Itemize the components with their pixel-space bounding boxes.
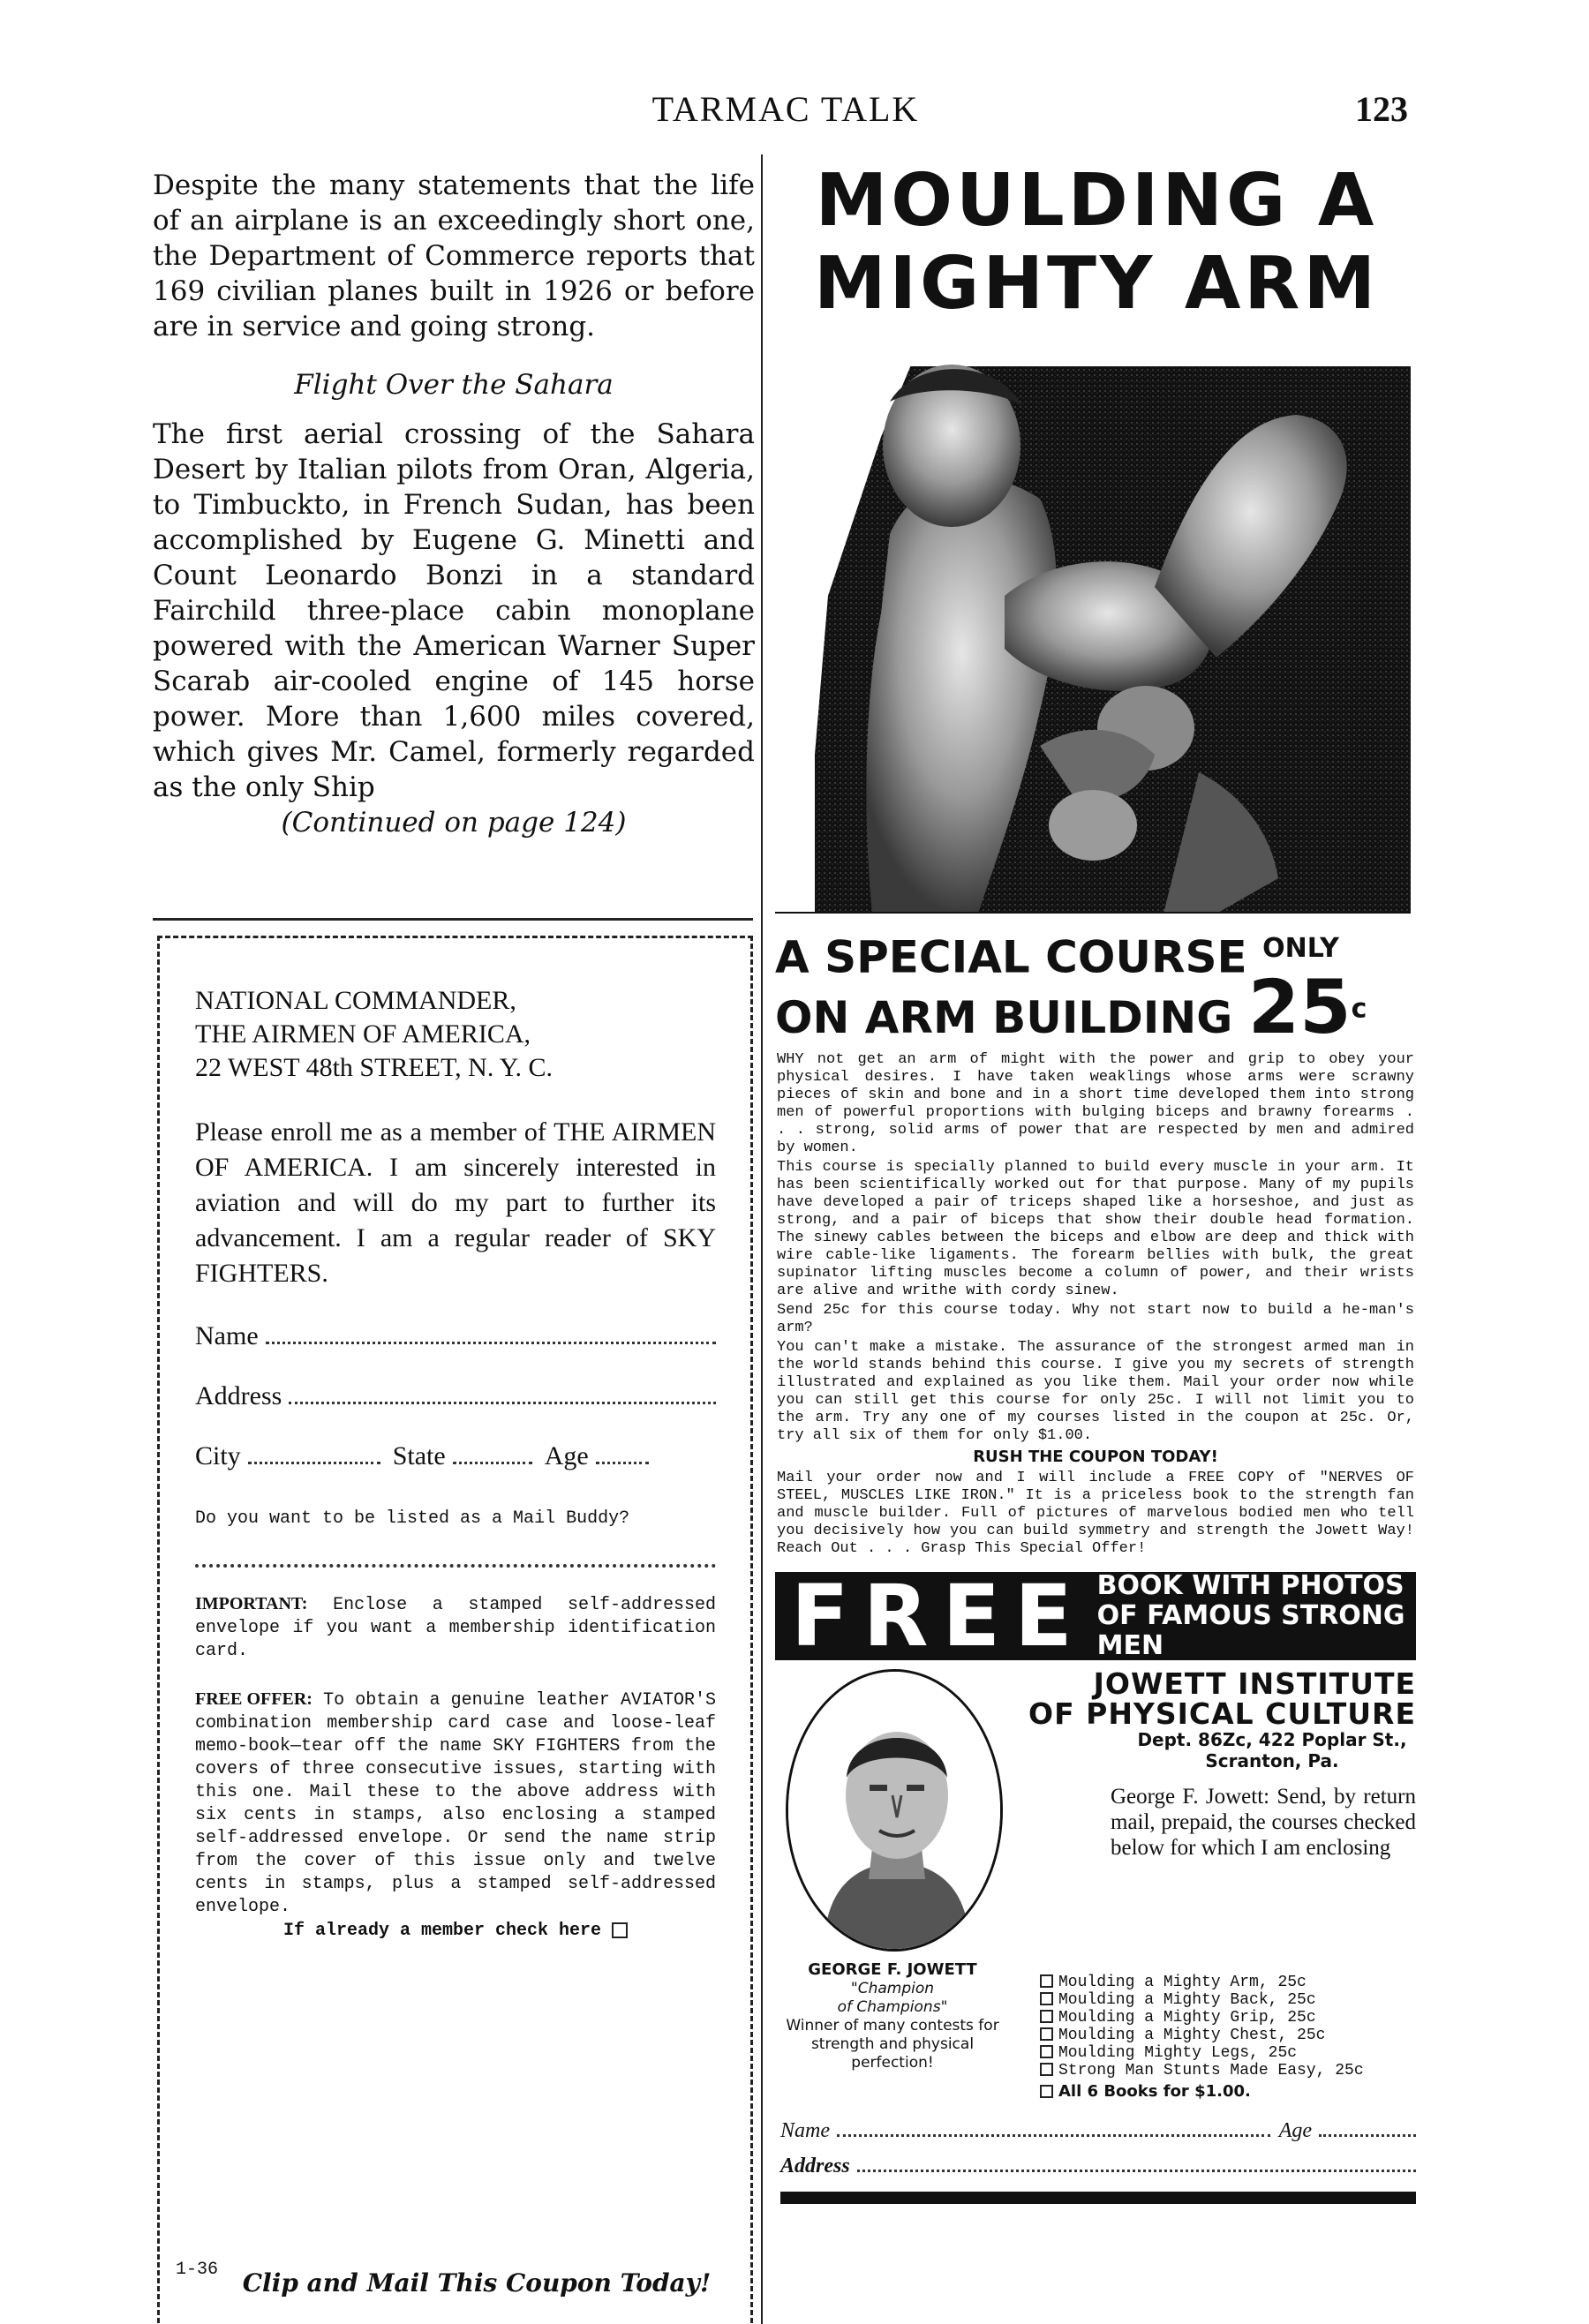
- ad-name-blank[interactable]: [837, 2130, 1270, 2137]
- ad-address-row: [780, 2155, 1416, 2178]
- course-label: Strong Man Stunts Made Easy, 25c: [1058, 2061, 1364, 2080]
- course-price: 25: [1247, 963, 1352, 1050]
- ad-bottom-bar: [780, 2192, 1416, 2204]
- jowett-portrait: [786, 1669, 1003, 1952]
- important-note: [195, 1592, 716, 1663]
- name-field[interactable]: [195, 1321, 716, 1351]
- column-divider: [761, 154, 763, 2324]
- city-blank[interactable]: [248, 1457, 380, 1464]
- important-text: Enclose a stamped self-addressed envelope if you want a membership identification card.: [195, 1595, 716, 1661]
- ad-headline-line-1: MOULDING A: [815, 159, 1378, 243]
- jowett-portrait-illustration: [788, 1672, 1003, 1952]
- clip-instruction: Clip and Mail This Coupon Today!: [242, 2268, 712, 2298]
- ad-paragraph: You can't make a mistake. The assurance of the strongest armed man in the world stands behind this course. I give you my secrets of strength illustrated and explained as you like them. Mail your order now while you can still get this course for only 25c. I will not limit you to the arm. Try any one of my courses listed in the coupon at 25c. Or, try all six of them for only $1.00.: [777, 1338, 1414, 1444]
- course-checkbox[interactable]: [1040, 2063, 1053, 2076]
- article-column: [153, 168, 755, 839]
- lead-paragraph: Despite the many statements that the life of an airplane is an exceedingly short one, the Department of Commerce reports that 169 civilian planes built in 1926 or before are in service and going strong.: [153, 169, 755, 342]
- important-label: IMPORTANT:: [195, 1594, 308, 1613]
- name-label: Name: [195, 1321, 259, 1350]
- jowett-advertisement: [770, 154, 1423, 2216]
- free-offer-note: [195, 1688, 716, 1919]
- ad-body-copy: [777, 1051, 1414, 1558]
- ad-paragraph: This course is specially planned to build every muscle in your arm. It has been scientifically worked out for that purpose. Many of my pupils have developed a pair of triceps shaped like a horseshoe, and just as strong, and a pair of biceps that show their double head formation. The sinewy cables between the biceps and elbow are deep and thick with wire cable-like ligaments. The forearm bellies with bulk, the great supinator lifting muscles become a column of power, and their wrists are alive and writhe with cordy sinew.: [777, 1158, 1414, 1299]
- ad-age-label: Age: [1278, 2118, 1312, 2142]
- coupon-top-rule: [153, 918, 753, 921]
- ad-name-age-row: [780, 2119, 1416, 2143]
- course-label: Moulding a Mighty Grip, 25c: [1058, 2008, 1316, 2027]
- jowett-caption: [777, 1960, 1008, 2072]
- institute-city: Scranton, Pa.: [1205, 1749, 1339, 1771]
- address-line: 22 WEST 48th STREET, N. Y. C.: [195, 1053, 554, 1082]
- jowett-order-form: [775, 1666, 1416, 2216]
- coupon-code: 1-36: [176, 2260, 219, 2280]
- coupon-address: [195, 984, 716, 1085]
- free-offer-text: To obtain a genuine leather AVIATOR'S combination membership card case and loose-leaf memo-book—tear off the name SKY FIGHTERS from the covers of three consecutive issues, starting with this one. Mail these to the above address with six cents in stamps, also enclosing a stamped self-addressed envelope. Or send the name strip from the cover of this issue only and twelve cents in stamps, plus a stamped self-addressed envelope.: [195, 1690, 716, 1917]
- state-label: State: [392, 1441, 446, 1470]
- course-option[interactable]: [1040, 1991, 1411, 2009]
- ad-address-label: Address: [780, 2154, 850, 2177]
- special-course-headline: [775, 924, 1423, 1050]
- article-body: The first aerial crossing of the Sahara Desert by Italian pilots from Oran, Algeria, to Timbuckto, in French Sudan, has been accomplished by Eugene G. Minetti and Count Leonardo Bonzi in a standard Fairchild three-place cabin monoplane powered with the American Warner Super Scarab air-cooled engine of 145 horse power. More than 1,600 miles covered, which gives Mr. Camel, formerly regarded as the only Ship: [153, 418, 755, 803]
- free-word: FREE: [791, 1566, 1087, 1666]
- free-book-banner: [775, 1566, 1416, 1666]
- course-label: Moulding a Mighty Chest, 25c: [1058, 2026, 1326, 2044]
- city-label: City: [195, 1441, 241, 1470]
- only-label: ONLY: [1262, 933, 1339, 964]
- page-number: 123: [1355, 89, 1408, 129]
- course-option[interactable]: [1040, 2009, 1411, 2027]
- jowett-credentials: Winner of many contests for strength and physical perfection!: [786, 2016, 999, 2072]
- member-check-row: [195, 1921, 716, 1941]
- state-blank[interactable]: [453, 1457, 532, 1464]
- section-title: Flight Over the Sahara: [294, 369, 614, 401]
- address-blank[interactable]: [289, 1397, 716, 1404]
- membership-coupon: [157, 936, 753, 2324]
- ad-paragraph: WHY not get an arm of might with the power and grip to obey your physical desires. I have taken weaklings whose arms were scrawny pieces of skin and bone and in a short time developed them into strong men of powerful proportions with bulging biceps and brawny forearms . . . strong, solid arms of power that are respected by men and admired by women.: [777, 1050, 1414, 1156]
- address-line: NATIONAL COMMANDER,: [195, 986, 516, 1015]
- member-check-label: If already a member check here: [282, 1921, 602, 1941]
- age-label: Age: [544, 1441, 589, 1470]
- institute-dept: Dept. 86Zc, 422 Poplar St.,: [1137, 1728, 1407, 1750]
- free-book-line-2: OF FAMOUS STRONG MEN: [1096, 1599, 1405, 1661]
- continued-note: (Continued on page 124): [281, 807, 627, 839]
- all-books-option[interactable]: [1040, 2083, 1411, 2101]
- institute-name-2: OF PHYSICAL CULTURE: [1028, 1696, 1416, 1731]
- ad-headline-line-2: MIGHTY ARM: [813, 242, 1380, 326]
- course-option[interactable]: [1040, 2062, 1411, 2080]
- name-blank[interactable]: [266, 1337, 716, 1344]
- enroll-statement: Please enroll me as a member of THE AIRMEN OF AMERICA. I am sincerely interested in aviation and will do my part to further its advancement. I am a regular reader of SKY FIGHTERS.: [195, 1117, 716, 1288]
- institute-block: [1022, 1666, 1416, 1861]
- course-option[interactable]: [1040, 1974, 1411, 1991]
- free-book-line-1: BOOK WITH PHOTOS: [1096, 1569, 1404, 1601]
- special-course-line-2: ON ARM BUILDING: [775, 991, 1233, 1043]
- all-books-checkbox[interactable]: [1040, 2085, 1053, 2098]
- address-field[interactable]: [195, 1381, 716, 1411]
- course-option[interactable]: [1040, 2027, 1411, 2044]
- course-checklist: [1040, 1974, 1411, 2101]
- course-checkbox[interactable]: [1040, 1992, 1053, 2005]
- rush-coupon-callout: RUSH THE COUPON TODAY!: [973, 1447, 1218, 1466]
- ad-paragraph: Mail your order now and I will include a FREE COPY of "NERVES OF STEEL, MUSCLES LIKE IRON." It is a priceless book to the strength fan and muscle builder. Full of pictures of marvelous bodied men who tell you decisively how you can build symmetry and strength the Jowett Way! Reach Out . . . Grasp This Special Offer!: [777, 1469, 1414, 1557]
- institute-name-1: JOWETT INSTITUTE: [1093, 1666, 1416, 1701]
- strongman-photo-illustration: [775, 331, 1411, 914]
- member-checkbox[interactable]: [612, 1922, 628, 1938]
- course-checkbox[interactable]: [1040, 1974, 1053, 1988]
- address-line: THE AIRMEN OF AMERICA,: [195, 1019, 531, 1049]
- mail-buddy-question: Do you want to be listed as a Mail Buddy?: [195, 1508, 630, 1529]
- order-instruction: George F. Jowett: Send, by return mail, prepaid, the courses checked below for which I am enclosing: [1111, 1784, 1416, 1860]
- free-offer-label: FREE OFFER:: [195, 1689, 313, 1709]
- ad-age-blank[interactable]: [1319, 2130, 1416, 2137]
- course-checkbox[interactable]: [1040, 2010, 1053, 2023]
- dotted-separator: [195, 1564, 716, 1568]
- course-label: Moulding a Mighty Back, 25c: [1058, 1990, 1316, 2009]
- free-book-text: [1097, 1571, 1416, 1661]
- course-label: Moulding a Mighty Arm, 25c: [1058, 1973, 1307, 1991]
- running-header-title: TARMAC TALK: [651, 89, 920, 129]
- price-unit: c: [1351, 993, 1367, 1024]
- course-checkbox[interactable]: [1040, 2045, 1053, 2058]
- jowett-title-2: of Champions": [837, 1997, 948, 2016]
- all-books-label: All 6 Books for $1.00.: [1058, 2081, 1251, 2101]
- jowett-name: GEORGE F. JOWETT: [808, 1959, 977, 1979]
- course-option[interactable]: [1040, 2044, 1411, 2062]
- ad-name-label: Name: [780, 2118, 830, 2142]
- course-checkbox[interactable]: [1040, 2027, 1053, 2041]
- city-state-age-row: [195, 1441, 716, 1471]
- strongman-arm-photo: [775, 331, 1411, 914]
- course-label: Moulding Mighty Legs, 25c: [1058, 2043, 1298, 2062]
- special-course-line-1: A SPECIAL COURSE: [775, 931, 1247, 983]
- address-label: Address: [195, 1381, 282, 1410]
- age-blank[interactable]: [596, 1457, 649, 1464]
- ad-address-blank[interactable]: [857, 2165, 1416, 2172]
- ad-paragraph: Send 25c for this course today. Why not start now to build a he-man's arm?: [777, 1301, 1414, 1336]
- jowett-title-1: "Champion: [850, 1979, 935, 1997]
